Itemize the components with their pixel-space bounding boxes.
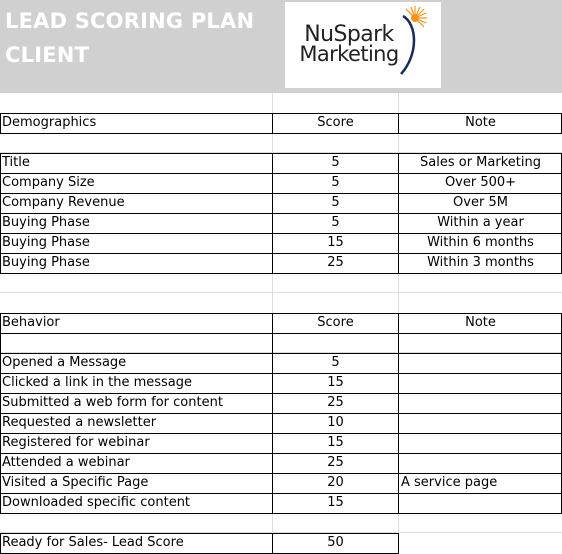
note-value [399, 393, 562, 413]
table-row [0, 453, 562, 473]
note-value: Within 6 months [427, 235, 534, 250]
criteria-label: Downloaded specific content [2, 495, 191, 510]
table-row [0, 493, 562, 513]
score-value: 20 [327, 475, 344, 490]
criteria-label: Buying Phase [2, 255, 90, 270]
score-value: 5 [331, 175, 340, 190]
table-row [0, 373, 562, 393]
note-value [399, 353, 562, 373]
criteria-label: Submitted a web form for content [2, 395, 223, 410]
criteria-label: Attended a webinar [2, 455, 130, 470]
logo-text-1: NuSpark [304, 22, 394, 47]
table-row [0, 473, 562, 493]
note-value [399, 493, 562, 513]
table-row [0, 233, 562, 253]
row-border [0, 333, 562, 334]
page-title [5, 4, 275, 72]
note-value [399, 413, 562, 433]
criteria-label: Visited a Specific Page [2, 475, 149, 490]
note-value: Over 5M [453, 195, 508, 210]
score-heading: Score [317, 115, 354, 130]
table-row [0, 173, 562, 193]
score-value: 15 [327, 375, 344, 390]
score-value: 25 [327, 255, 344, 270]
demographics-header-row [0, 113, 562, 133]
table-row [0, 253, 562, 273]
score-value: 5 [331, 355, 340, 370]
title-line-1: LEAD SCORING PLAN [5, 9, 255, 33]
logo-text-2: Marketing [299, 42, 399, 66]
criteria-label: Clicked a link in the message [2, 375, 192, 390]
ready-label: Ready for Sales- Lead Score [2, 535, 184, 550]
note-value: Sales or Marketing [420, 155, 541, 170]
table-row [0, 213, 562, 233]
score-value: 5 [331, 155, 340, 170]
criteria-label: Title [2, 155, 30, 170]
nuspark-logo [285, 2, 441, 88]
note-value: Within a year [437, 215, 524, 230]
score-value: 5 [331, 215, 340, 230]
table-row [0, 393, 562, 413]
score-value: 15 [327, 235, 344, 250]
note-heading: Note [465, 315, 496, 330]
table-row [0, 193, 562, 213]
score-value: 25 [327, 455, 344, 470]
title-line-2: CLIENT [5, 43, 90, 67]
note-value: Over 500+ [444, 175, 517, 190]
criteria-label: Registered for webinar [2, 435, 150, 450]
table-row [0, 433, 562, 453]
score-heading: Score [317, 315, 354, 330]
criteria-label: Opened a Message [2, 355, 127, 370]
grid-row-line [0, 292, 562, 293]
ready-score: 50 [327, 535, 344, 550]
note-value: A service page [401, 475, 498, 490]
criteria-label: Buying Phase [2, 235, 90, 250]
criteria-label: Requested a newsletter [2, 415, 157, 430]
note-heading: Note [465, 115, 496, 130]
note-value [399, 433, 562, 453]
score-value: 15 [327, 495, 344, 510]
criteria-label: Company Size [2, 175, 95, 190]
score-value: 25 [327, 395, 344, 410]
table-row [0, 353, 562, 373]
demographics-heading: Demographics [2, 115, 97, 130]
ready-for-sales-row [0, 533, 562, 553]
score-value: 5 [331, 195, 340, 210]
table-row [0, 413, 562, 433]
note-value [399, 373, 562, 393]
criteria-label: Company Revenue [2, 195, 125, 210]
behavior-header-row [0, 313, 562, 333]
score-value: 15 [327, 435, 344, 450]
criteria-label: Buying Phase [2, 215, 90, 230]
note-value: Within 3 months [427, 255, 534, 270]
note-value [399, 453, 562, 473]
score-value: 10 [327, 415, 344, 430]
table-row [0, 153, 562, 173]
behavior-heading: Behavior [2, 315, 60, 330]
